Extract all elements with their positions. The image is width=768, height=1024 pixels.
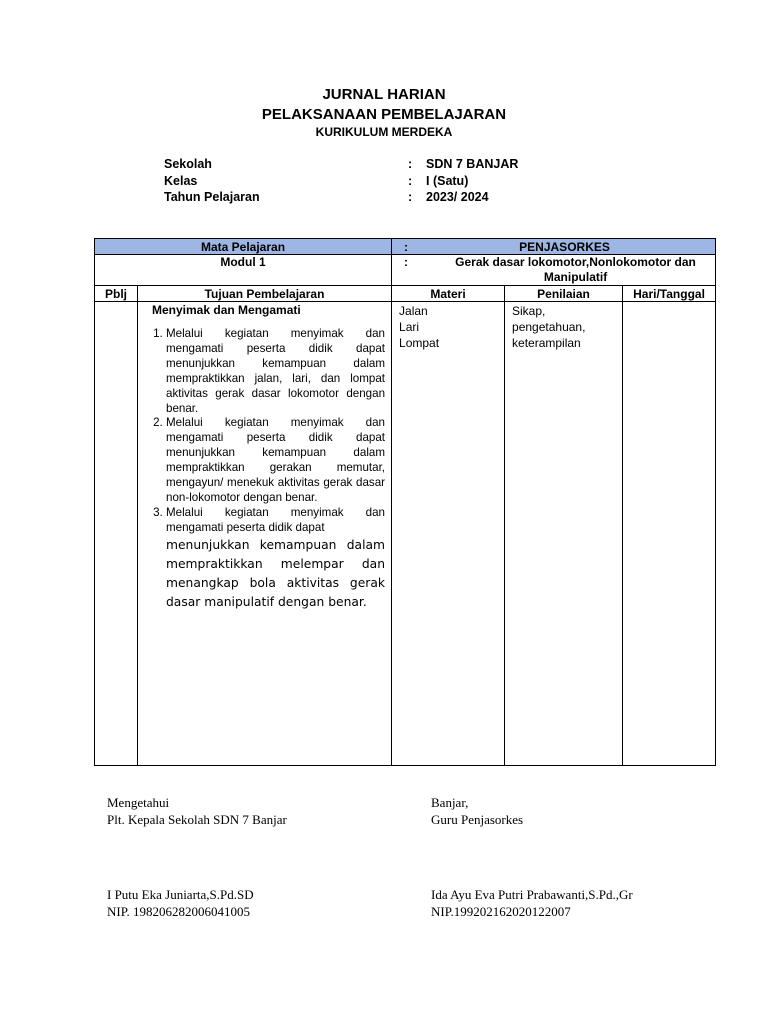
signature-left-name (107, 887, 254, 920)
doc-curriculum: KURIKULUM MERDEKA (315, 125, 453, 139)
table-header-row (95, 286, 716, 302)
column-header-date: Hari/Tanggal (623, 286, 716, 302)
info-value: 2023/ 2024 (426, 190, 489, 204)
penilaian-cell (505, 302, 623, 766)
info-label: Kelas (164, 173, 198, 188)
goal-list (138, 327, 385, 612)
principal-name: I Putu Eka Juniarta,S.Pd.SD (107, 887, 254, 902)
signature-right-name (431, 887, 633, 920)
info-label: Tahun Pelajaran (164, 190, 260, 204)
subject-row (95, 239, 716, 255)
info-value: SDN 7 BANJAR (426, 157, 519, 171)
module-row (95, 255, 716, 286)
goal-item: 2. Melalui kegiatan menyimak dan mengamati peserta didik dapat menunjukkan kemampuan dalam mempraktikkan gerakan memutar, mengayun/ menekuk aktivitas gerak dasar non-lokomotor dengan benar. (166, 416, 385, 505)
info-colon: : (408, 173, 413, 188)
acknowledged-label: Mengetahui (107, 795, 170, 810)
principal-title: Plt. Kepala Sekolah SDN 7 Banjar (107, 811, 287, 827)
date-cell (623, 302, 716, 766)
signature-right-header (431, 795, 523, 828)
penilaian-item: Sikap, (512, 304, 546, 318)
goal-text: Melalui kegiatan menyimak dan mengamati peserta didik dapat (166, 505, 386, 534)
materi-cell (392, 302, 505, 766)
subject-label: Mata Pelajaran (95, 239, 392, 255)
subject-value: PENJASORKES (519, 239, 610, 254)
goal-text-continued: menunjukkan kemampuan dalam mempraktikkan melempar dan menangkap bola aktivitas gerak dasar manipulatif dengan benar. (166, 537, 386, 609)
info-value: I (Satu) (426, 173, 469, 188)
pblj-cell (95, 302, 138, 766)
module-colon: : (404, 255, 409, 269)
goal-item-3 (166, 506, 385, 612)
teacher-title: Guru Penjasorkes (431, 811, 524, 827)
principal-nip: NIP. 198206282006041005 (107, 903, 251, 919)
info-colon: : (408, 157, 413, 171)
materi-item: Jalan (399, 304, 428, 318)
doc-subtitle: PELAKSANAAN PEMBELAJARAN (261, 106, 507, 123)
materi-item: Lompat (399, 336, 440, 350)
goal-item: 1. Melalui kegiatan menyimak dan mengamati peserta didik dapat menunjukkan kemampuan dalam mempraktikkan jalan, lari, dan lompat aktivitas gerak dasar lokomotor dengan benar. (166, 327, 385, 416)
tujuan-cell (138, 302, 392, 766)
penilaian-item: pengetahuan, (512, 320, 586, 334)
materi-item: Lari (399, 320, 420, 334)
module-value-cell (392, 255, 716, 286)
column-header-tujuan: Tujuan Pembelajaran (138, 286, 392, 302)
info-colon: : (408, 190, 413, 204)
column-header-materi: Materi (392, 286, 505, 302)
module-value: Gerak dasar lokomotor,Nonlokomotor dan Manipulatif (455, 255, 696, 284)
tujuan-heading: Menyimak dan Mengamati (152, 303, 301, 317)
penilaian-item: keterampilan (512, 336, 581, 350)
column-header-penilaian: Penilaian (505, 286, 623, 302)
module-label: Modul 1 (95, 255, 392, 286)
column-header-pblj: Pblj (95, 286, 138, 302)
info-label: Sekolah (164, 157, 212, 171)
subject-colon: : (404, 239, 409, 254)
journal-table (94, 238, 716, 766)
doc-title: JURNAL HARIAN (322, 86, 446, 103)
subject-value-cell (392, 239, 716, 255)
teacher-nip: NIP.199202162020122007 (431, 903, 571, 919)
table-body-row (95, 302, 716, 766)
teacher-name: Ida Ayu Eva Putri Prabawanti,S.Pd.,Gr (431, 887, 633, 902)
place-label: Banjar, (431, 795, 469, 810)
signature-left-header (107, 795, 287, 828)
